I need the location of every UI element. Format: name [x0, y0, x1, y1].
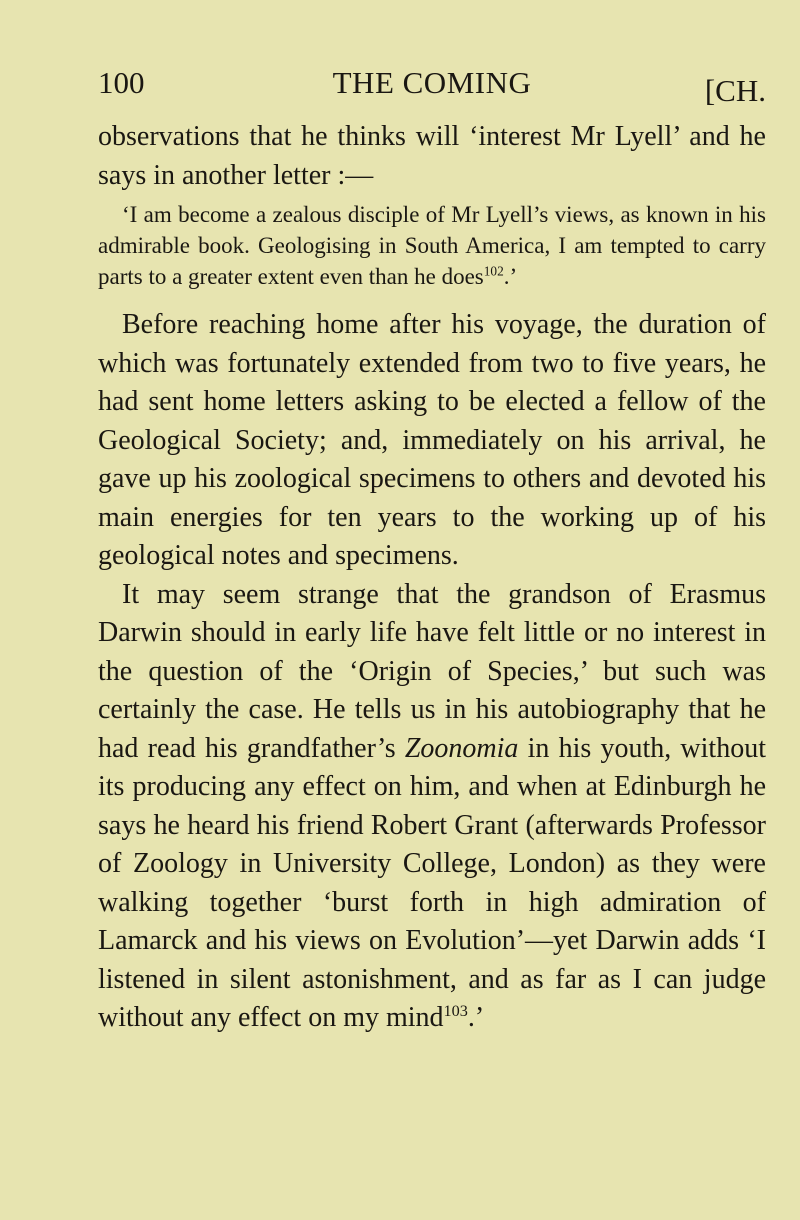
chapter-mark: [CH. [704, 73, 766, 108]
page-number: 100 [98, 65, 145, 100]
paragraph-voyage: Before reaching home after his voyage, the duration of which was fortunately extended from two to five years, he had sent home letters asking to be elected a fellow of the Geological Society; and, immediately on his arrival, he gave up his zoological specimens to others and devoted his main energies for ten years to the working up of his geological notes and specimens. [98, 309, 766, 571]
paragraph-start: It may seem strange that the grandson of Erasmus Darwin should in early life have felt little or no interest in the question of the ‘Origin of Species,’ but such was certainly the case. He tells us in his autobiography that he had read his grandfather’s [98, 578, 766, 764]
paragraph-zoonomia [98, 576, 766, 1038]
paragraph-continuation: observations that he thinks will ‘interest Mr Lyell’ and he says in another letter :— [98, 121, 766, 191]
quotation-end: .’ [503, 264, 518, 289]
page-header [98, 58, 766, 108]
footnote-ref-102: 102 [483, 263, 504, 279]
book-title-zoonomia: Zoonomia [404, 732, 519, 764]
quotation-text: ‘I am become a zealous disciple of Mr Lyell’s views, as known in his admirable book. Geologising in South America, I am tempted to carry parts to a greater extent even than he does [98, 202, 766, 289]
paragraph-middle: in his youth, without its producing any effect on him, and when at Edinburgh he says he heard his friend Robert Grant (afterwards Professor of Zoology in University College, London) as they were walking together ‘burst forth in high admiration of Lamarck and his views on Evolution’—yet Darwin adds ‘I listened in silent astonishment, and as far as I can judge without any effect on my mind [98, 732, 766, 1033]
footnote-ref-103: 103 [443, 1001, 468, 1020]
running-title: THE COMING [332, 65, 532, 100]
main-text [98, 118, 766, 1038]
letter-quotation [98, 199, 766, 292]
paragraph-end: .’ [467, 1002, 485, 1033]
